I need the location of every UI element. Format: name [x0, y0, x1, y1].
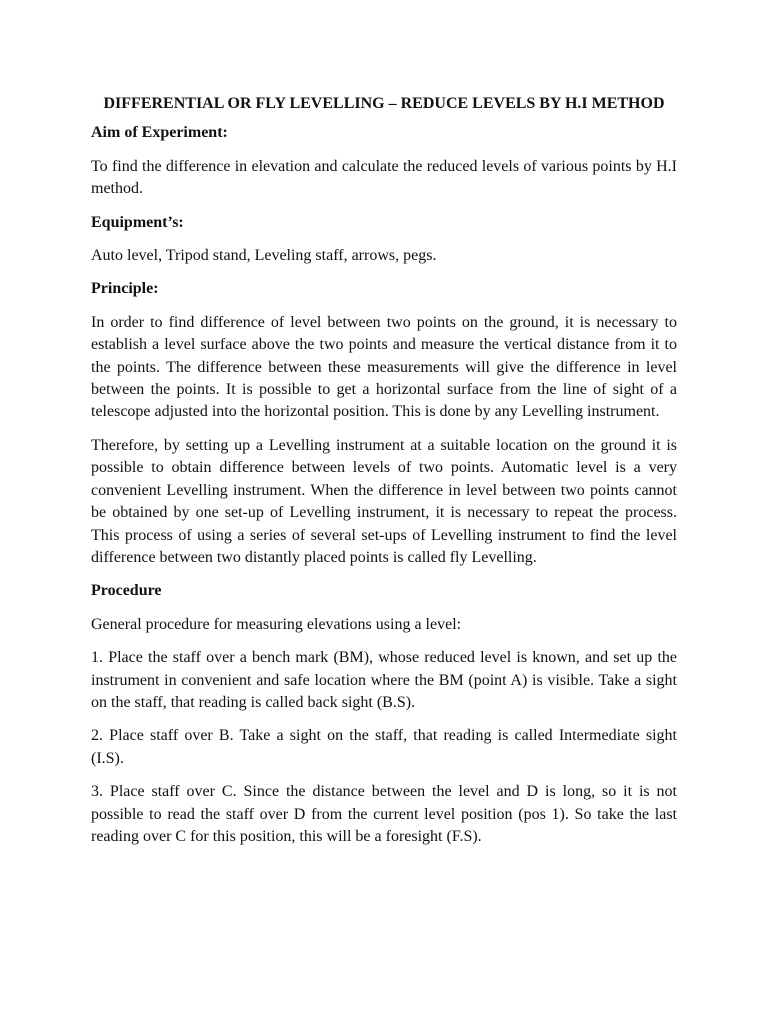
aim-heading: Aim of Experiment:: [91, 124, 228, 142]
procedure-step-3: 3. Place staff over C. Since the distance between the level and D is long, so it is not possible to read the staff over D from the current level position (pos 1). So take the last reading over C for this position, this will be a foresight (F.S).: [91, 783, 677, 845]
principle-paragraph-1: In order to find difference of level between two points on the ground, it is necessary to establish a level surface above the two points and measure the vertical distance from it to the points. The difference between these measurements will give the difference in level between the points. It is possible to get a horizontal surface from the line of sight of a telescope adjusted into the horizontal position. This is done by any Levelling instrument.: [91, 313, 677, 421]
procedure-heading: Procedure: [91, 582, 162, 600]
document-page: [91, 93, 677, 859]
equipment-text: Auto level, Tripod stand, Leveling staff, arrows, pegs.: [91, 247, 437, 265]
aim-text: To find the difference in elevation and calculate the reduced levels of various points by H.I method.: [91, 157, 677, 198]
principle-paragraph-2: Therefore, by setting up a Levelling instrument at a suitable location on the ground it is possible to obtain difference between levels of two points. Automatic level is a very convenient Levelling instrument. When the difference in level between two points cannot be obtained by one set-up of Levelling instrument, it is necessary to repeat the process. This process of using a series of several set-ups of Levelling instrument to find the level difference between two distantly placed points is called fly Levelling.: [91, 436, 677, 566]
principle-heading: Principle:: [91, 280, 159, 298]
equipment-heading: Equipment’s:: [91, 213, 184, 231]
procedure-step-2: 2. Place staff over B. Take a sight on the staff, that reading is called Intermediate sight (I.S).: [91, 727, 677, 767]
procedure-intro: General procedure for measuring elevations using a level:: [91, 615, 462, 633]
document-title: DIFFERENTIAL OR FLY LEVELLING – REDUCE LEVELS BY H.I METHOD: [103, 95, 665, 112]
procedure-step-1: 1. Place the staff over a bench mark (BM), whose reduced level is known, and set up the instrument in convenient and safe location where the BM (point A) is visible. Take a sight on the staff, that reading is called back sight (B.S).: [91, 649, 677, 711]
